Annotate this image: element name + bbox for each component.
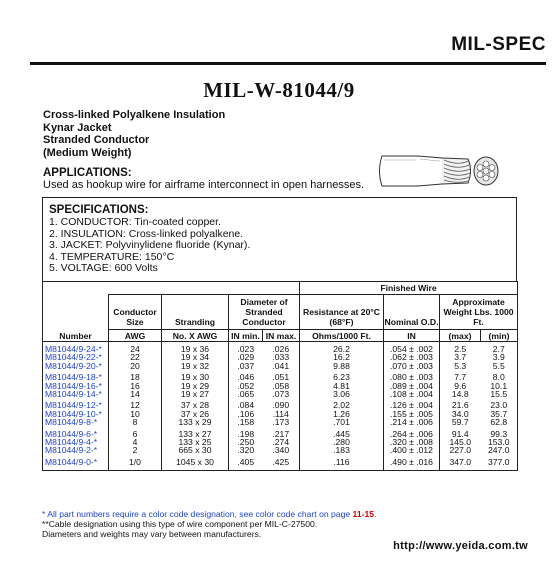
cell-weight-min: 153.0: [488, 437, 510, 448]
cell-nominal-od: .320 ± .008: [384, 438, 440, 446]
table-row: [43, 370, 518, 381]
cell-awg: 8: [109, 418, 162, 426]
cell-stranding: 1045 x 30: [162, 455, 229, 471]
cell-nominal-od: .214 ± .006: [384, 418, 440, 426]
cell-resistance: 2.02: [300, 398, 384, 409]
cell-weight-max: 21.6: [440, 398, 481, 409]
cell-weight-max: 9.6: [440, 382, 481, 390]
cell-diameter-max: .173: [272, 417, 290, 428]
footnotes: [42, 509, 376, 539]
cell-stranding: 133 x 25: [162, 438, 229, 446]
in-min-header: IN min.: [229, 330, 263, 342]
cell-awg: 10: [109, 410, 162, 418]
website-url: http://www.yeida.com.tw: [393, 540, 528, 552]
subtitle-line: Cross-linked Polyalkene Insulation: [43, 109, 226, 121]
cell-part-number: M81044/9-8-*: [45, 417, 98, 428]
cell-diameter-max: .033: [272, 352, 290, 363]
footnote-page-ref: 11-15: [352, 509, 375, 519]
cell-diameter-min: .037: [229, 362, 263, 370]
cell-stranding: 133 x 29: [162, 418, 229, 426]
cell-part-number: M81044/9-16-*: [45, 380, 102, 391]
cell-awg: 1/0: [109, 455, 162, 471]
footnote-color-code: [42, 509, 376, 519]
cell-nominal-od: .400 ± .012: [384, 446, 440, 454]
spec-item: 4. TEMPERATURE: 150°C: [49, 250, 175, 263]
cell-weight-min: 15.5: [490, 389, 508, 400]
cell-weight-max: 145.0: [440, 438, 481, 446]
spec-item: 3. JACKET: Polyvinylidene fluoride (Kynar).: [49, 239, 251, 252]
subtitle-line: Kynar Jacket: [43, 121, 112, 134]
cell-stranding: 37 x 28: [162, 398, 229, 409]
cell-stranding: 19 x 30: [162, 370, 229, 381]
header-rule: [30, 62, 546, 65]
cell-stranding: 37 x 26: [162, 410, 229, 418]
cell-weight-min: 8.0: [492, 372, 505, 383]
specifications-list: [49, 217, 250, 275]
cell-nominal-od: .155 ± .005: [384, 410, 440, 418]
subtitle-line: Stranded Conductor: [43, 134, 150, 146]
cell-awg: 18: [109, 370, 162, 381]
table-row: [43, 418, 518, 426]
cell-awg: 24: [109, 342, 162, 354]
cell-part-number: M81044/9-0-*: [45, 456, 98, 467]
no-x-awg-header: No. X AWG: [162, 330, 229, 342]
cell-resistance: 16.2: [300, 353, 384, 361]
cell-diameter-max: .051: [272, 372, 290, 383]
cell-resistance: 6.23: [300, 370, 384, 381]
cell-resistance: .183: [300, 446, 384, 454]
cell-diameter-min: .029: [229, 353, 263, 361]
cell-weight-min: 35.7: [490, 408, 508, 419]
cell-resistance: 1.26: [300, 410, 384, 418]
in-max-header: IN max.: [263, 330, 300, 342]
cell-awg: 12: [109, 398, 162, 409]
cell-weight-min: 3.9: [492, 352, 505, 363]
cell-stranding: 19 x 27: [162, 390, 229, 398]
cell-diameter-min: .198: [229, 427, 263, 438]
cell-resistance: 4.81: [300, 382, 384, 390]
cell-diameter-min: .065: [229, 390, 263, 398]
cell-nominal-od: .070 ± .003: [384, 362, 440, 370]
cell-diameter-min: .158: [229, 418, 263, 426]
cell-part-number: M81044/9-4-*: [45, 437, 98, 448]
footnote-variation: Diameters and weights may vary between manufacturers.: [42, 529, 262, 539]
cell-part-number: M81044/9-10-*: [45, 408, 102, 419]
cell-diameter-min: .405: [229, 455, 263, 471]
cell-diameter-max: .114: [272, 408, 289, 419]
cell-weight-min: 23.0: [490, 400, 508, 411]
cell-weight-min: 5.5: [492, 360, 505, 371]
cell-weight-max: 34.0: [440, 410, 481, 418]
cell-diameter-max: .073: [272, 389, 290, 400]
table-row: [43, 390, 518, 398]
nominal-od-header: Nominal O.D.: [384, 295, 440, 330]
cell-nominal-od: .062 ± .003: [384, 353, 440, 361]
cell-diameter-max: .425: [272, 456, 290, 467]
cell-nominal-od: .054 ± .002: [384, 342, 440, 354]
stranding-header: Stranding: [162, 295, 229, 330]
in-header: IN: [384, 330, 440, 342]
cell-diameter-min: .250: [229, 438, 263, 446]
specifications-heading: SPECIFICATIONS:: [49, 204, 149, 216]
cell-nominal-od: .089 ± .004: [384, 382, 440, 390]
cell-part-number: M81044/9-14-*: [45, 389, 102, 400]
cell-weight-min: 99.3: [490, 428, 508, 439]
cell-nominal-od: .264 ± .006: [384, 427, 440, 438]
footnote-text: * All part numbers require a color code designation, see color code chart on page: [42, 509, 351, 519]
cell-stranding: 19 x 29: [162, 382, 229, 390]
resistance-header: Resistance at 20°C (68°F): [300, 295, 384, 330]
cell-weight-max: 7.7: [440, 370, 481, 381]
cell-stranding: 19 x 36: [162, 342, 229, 354]
cell-weight-min: 10.1: [490, 380, 508, 391]
table-row: [43, 455, 518, 471]
cell-resistance: 3.06: [300, 390, 384, 398]
cell-diameter-max: .041: [272, 360, 290, 371]
table-body: [43, 342, 518, 471]
spec-item: 2. INSULATION: Cross-linked polyalkene.: [49, 227, 244, 240]
cell-diameter-max: .026: [272, 344, 290, 354]
cell-diameter-min: .052: [229, 382, 263, 390]
cell-resistance: .280: [300, 438, 384, 446]
weight-header: Approximate Weight Lbs. 1000 Ft.: [440, 295, 518, 330]
cell-awg: 20: [109, 362, 162, 370]
cell-part-number: M81044/9-6-*: [45, 428, 98, 439]
cell-diameter-min: .106: [229, 410, 263, 418]
brand-label: MIL-SPEC: [451, 34, 546, 55]
cell-nominal-od: .080 ± .003: [384, 370, 440, 381]
max-header: (max): [440, 330, 481, 342]
cell-part-number: M81044/9-24-*: [45, 344, 102, 354]
cell-awg: 6: [109, 427, 162, 438]
cell-weight-max: 3.7: [440, 353, 481, 361]
ohms-header: Ohms/1000 Ft.: [300, 330, 384, 342]
applications-heading: APPLICATIONS:: [43, 167, 132, 179]
cell-weight-max: 227.0: [440, 446, 481, 454]
subtitle-line: (Medium Weight): [43, 146, 132, 159]
page-title: MIL-W-81044/9: [203, 78, 355, 102]
cell-weight-max: 91.4: [440, 427, 481, 438]
cell-weight-min: 62.8: [490, 417, 508, 428]
cell-resistance: 26.2: [300, 342, 384, 354]
cell-weight-max: 2.5: [440, 342, 481, 354]
cell-part-number: M81044/9-2-*: [45, 445, 98, 456]
cell-resistance: .116: [300, 455, 384, 471]
cell-awg: 16: [109, 382, 162, 390]
cell-part-number: M81044/9-20-*: [45, 360, 102, 371]
awg-header: AWG: [109, 330, 162, 342]
cell-awg: 4: [109, 438, 162, 446]
table-row: [43, 362, 518, 370]
finished-wire-header: Finished Wire: [300, 282, 518, 295]
table-row: [43, 446, 518, 454]
cable-illustration: [376, 148, 516, 194]
cell-diameter-max: .058: [272, 380, 290, 391]
cell-diameter-min: .023: [229, 342, 263, 354]
number-header: Number: [43, 330, 109, 342]
footnote-end: .: [374, 509, 377, 519]
cell-diameter-max: .340: [272, 445, 290, 456]
cell-stranding: 19 x 32: [162, 362, 229, 370]
cell-nominal-od: .126 ± .004: [384, 398, 440, 409]
cell-diameter-max: .217: [272, 428, 290, 439]
cell-resistance: 9.88: [300, 362, 384, 370]
cell-weight-max: 5.3: [440, 362, 481, 370]
cell-diameter-min: .084: [229, 398, 263, 409]
cell-resistance: .701: [300, 418, 384, 426]
applications-text: Used as hookup wire for airframe interconnect in open harnesses.: [43, 179, 365, 191]
cell-awg: 2: [109, 446, 162, 454]
cell-weight-max: 14.8: [440, 390, 481, 398]
diameter-header: Diameter of Stranded Conductor: [229, 295, 300, 330]
min-header: (min): [481, 330, 518, 342]
cell-diameter-max: .090: [272, 400, 290, 411]
cell-weight-min: 2.7: [492, 344, 505, 354]
cell-part-number: M81044/9-22-*: [45, 352, 102, 363]
cell-nominal-od: .108 ± .004: [384, 390, 440, 398]
cell-part-number: M81044/9-12-*: [45, 400, 102, 411]
cell-resistance: .445: [300, 427, 384, 438]
spec-item: 5. VOLTAGE: 600 Volts: [49, 262, 158, 275]
cell-stranding: 133 x 27: [162, 427, 229, 438]
cell-stranding: 665 x 30: [162, 446, 229, 454]
cell-part-number: M81044/9-18-*: [45, 372, 102, 383]
cell-diameter-min: .046: [229, 370, 263, 381]
conductor-size-header: Conductor Size: [109, 295, 162, 330]
footnote-cable-designation: **Cable designation using this type of wire component per MIL-C-27500.: [42, 519, 318, 529]
cell-nominal-od: .490 ± .016: [384, 455, 440, 471]
spec-item: 1. CONDUCTOR: Tin-coated copper.: [49, 216, 221, 228]
wire-spec-table: [42, 281, 518, 471]
cell-awg: 14: [109, 390, 162, 398]
product-subtitle: [43, 109, 225, 159]
cell-weight-max: 59.7: [440, 418, 481, 426]
cell-diameter-max: .274: [272, 437, 290, 448]
cell-stranding: 19 x 34: [162, 353, 229, 361]
cell-diameter-min: .320: [229, 446, 263, 454]
cell-weight-min: 247.0: [488, 445, 510, 456]
cell-awg: 22: [109, 353, 162, 361]
cell-weight-max: 347.0: [440, 455, 481, 471]
cell-weight-min: 377.0: [488, 456, 510, 467]
